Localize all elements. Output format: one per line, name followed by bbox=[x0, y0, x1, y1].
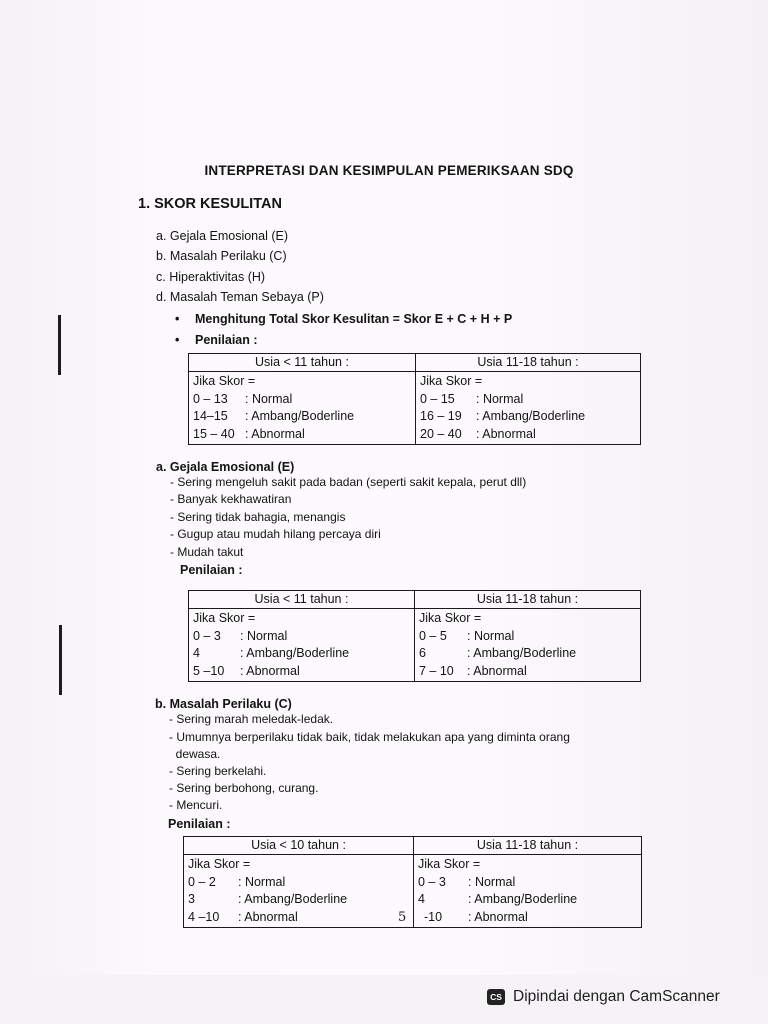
bullet-total-score: • Menghitung Total Skor Kesulitan = Skor E + C + H + P bbox=[195, 312, 512, 326]
component-item: d. Masalah Teman Sebaya (P) bbox=[156, 290, 324, 304]
col-header: Usia 11-18 tahun : bbox=[416, 354, 641, 372]
symptom-item: - Sering berbohong, curang. bbox=[169, 781, 319, 795]
perilaku-heading: b. Masalah Perilaku (C) bbox=[155, 697, 292, 711]
score-row: 6 : Ambang/Boderline bbox=[419, 646, 577, 660]
symptom-item: - Sering mengeluh sakit pada badan (seperti sakit kepala, perut dll) bbox=[170, 475, 527, 489]
score-lead: Jika Skor = bbox=[193, 374, 256, 388]
col-header: Usia 11-18 tahun : bbox=[415, 591, 641, 609]
score-lead: Jika Skor = bbox=[193, 611, 256, 625]
symptom-item: - Banyak kekhawatiran bbox=[170, 492, 292, 506]
score-row: 4 : Ambang/Boderline bbox=[193, 646, 350, 660]
col-header: Usia 11-18 tahun : bbox=[414, 837, 642, 855]
score-row: 4 : Ambang/Boderline bbox=[418, 892, 578, 906]
symptom-item: dewasa. bbox=[169, 747, 221, 761]
handwritten-note: 5 bbox=[398, 910, 407, 925]
score-cell bbox=[416, 372, 641, 445]
col-header: Usia < 11 tahun : bbox=[189, 591, 415, 609]
col-header: Usia < 10 tahun : bbox=[184, 837, 414, 855]
score-row: 0 – 5 : Normal bbox=[419, 628, 515, 643]
score-row: 0 – 2 : Normal bbox=[188, 874, 286, 889]
score-row: 4 –10 : Abnormal bbox=[188, 909, 298, 924]
penilaian-label: Penilaian : bbox=[168, 817, 231, 831]
emosional-heading: a. Gejala Emosional (E) bbox=[156, 460, 295, 474]
score-lead: Jika Skor = bbox=[420, 374, 483, 388]
component-item: a. Gejala Emosional (E) bbox=[156, 229, 289, 243]
symptom-item: - Mudah takut bbox=[170, 545, 244, 559]
score-lead: Jika Skor = bbox=[188, 857, 251, 871]
margin-mark bbox=[59, 625, 62, 695]
score-lead: Jika Skor = bbox=[419, 611, 482, 625]
score-row: 5 –10 : Abnormal bbox=[193, 663, 300, 678]
total-score-table bbox=[188, 353, 641, 445]
col-header: Usia < 11 tahun : bbox=[189, 354, 416, 372]
score-row: 7 – 10 : Abnormal bbox=[419, 663, 527, 678]
penilaian-label: Penilaian : bbox=[180, 563, 243, 577]
score-row: 16 – 19 : Ambang/Boderline bbox=[420, 409, 586, 423]
scanner-watermark bbox=[487, 987, 720, 1007]
score-row: 15 – 40 : Abnormal bbox=[193, 426, 305, 441]
score-cell bbox=[184, 855, 414, 928]
score-row: 0 – 13 : Normal bbox=[193, 391, 293, 406]
emosional-table bbox=[188, 590, 641, 682]
section-heading: 1. SKOR KESULITAN bbox=[138, 196, 282, 212]
score-row: 0 – 15 : Normal bbox=[420, 391, 524, 406]
camscanner-icon: CS bbox=[487, 989, 505, 1005]
symptom-item: - Sering marah meledak-ledak. bbox=[169, 712, 334, 726]
scanner-label: Dipindai dengan CamScanner bbox=[513, 988, 720, 1005]
symptom-item: - Gugup atau mudah hilang percaya diri bbox=[170, 527, 381, 541]
symptom-item: - Umumnya berperilaku tidak baik, tidak melakukan apa yang diminta orang bbox=[169, 730, 570, 744]
perilaku-table bbox=[183, 836, 642, 928]
symptom-item: - Mencuri. bbox=[169, 798, 223, 812]
symptom-item: - Sering berkelahi. bbox=[169, 764, 267, 778]
document-title: INTERPRETASI DAN KESIMPULAN PEMERIKSAAN SDQ bbox=[204, 163, 574, 178]
score-row: 0 – 3 : Normal bbox=[418, 874, 516, 889]
score-row: -10 : Abnormal bbox=[424, 909, 528, 924]
score-row: 3 : Ambang/Boderline bbox=[188, 892, 348, 906]
score-lead: Jika Skor = bbox=[418, 857, 481, 871]
component-item: c. Hiperaktivitas (H) bbox=[156, 270, 266, 284]
score-cell bbox=[189, 609, 415, 682]
component-item: b. Masalah Perilaku (C) bbox=[156, 249, 287, 263]
margin-mark bbox=[58, 315, 61, 375]
symptom-item: - Sering tidak bahagia, menangis bbox=[170, 510, 346, 524]
score-row: 20 – 40 : Abnormal bbox=[420, 426, 536, 441]
score-row: 0 – 3 : Normal bbox=[193, 628, 288, 643]
score-cell bbox=[189, 372, 416, 445]
score-cell bbox=[415, 609, 641, 682]
score-cell bbox=[398, 855, 642, 928]
bullet-penilaian: • Penilaian : bbox=[195, 333, 258, 347]
score-row: 14–15 : Ambang/Boderline bbox=[193, 409, 355, 423]
